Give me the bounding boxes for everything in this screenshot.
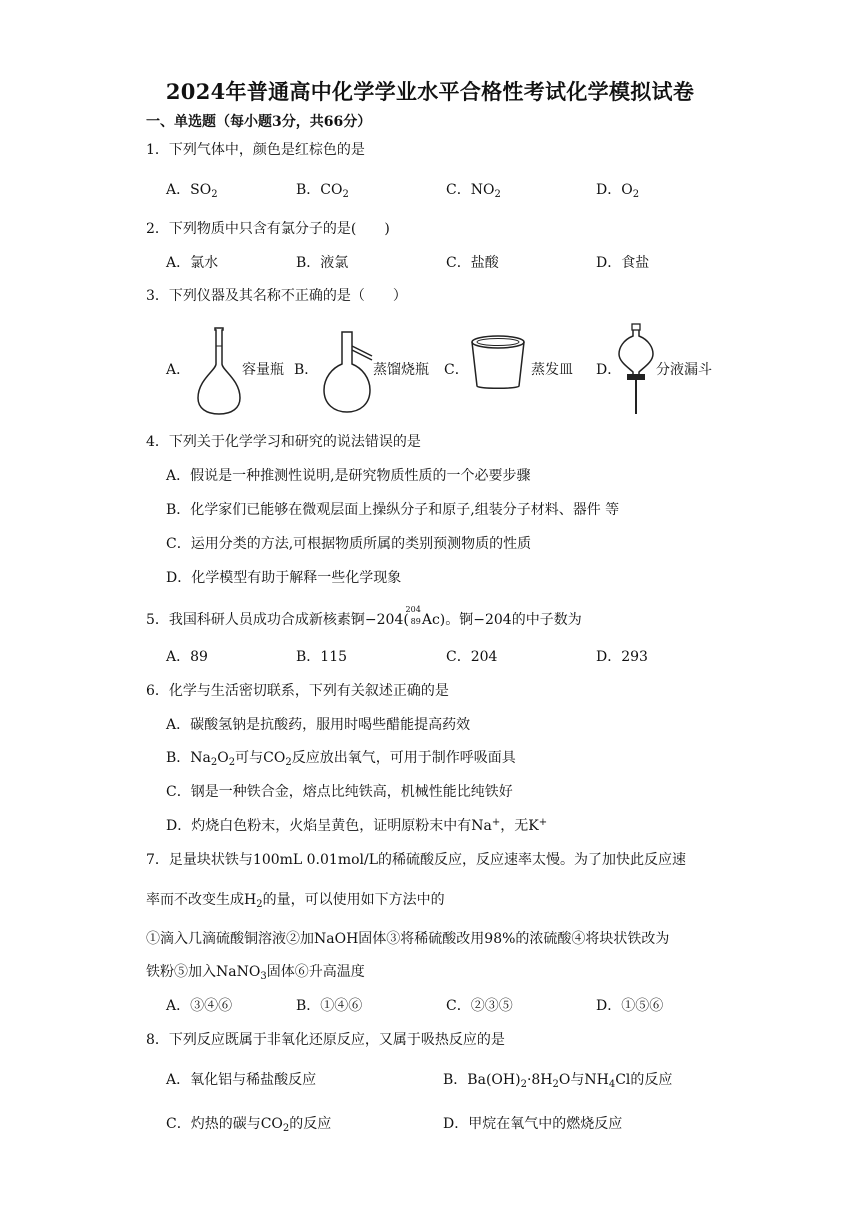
volumetric-flask-icon xyxy=(196,324,242,416)
q4-option-b: B．化学家们已能够在微观层面上操纵分子和原子,组装分子材料、器件 等 xyxy=(166,502,620,518)
q3-name-c: 蒸发皿 xyxy=(531,362,573,378)
q5-option-d: D．293 xyxy=(596,649,648,665)
q8-option-b: B．$Ba(OH)_2\cdot 8H_2O$与$NH_4Cl$的反应 xyxy=(443,1072,673,1090)
q3-option-a: A． xyxy=(166,362,191,378)
section-heading: 一、单选题（每小题3分，共66分） xyxy=(146,114,372,130)
q7-option-d: D．①⑤⑥ xyxy=(596,998,664,1014)
q8-option-c: C．灼热的碳与$CO_2$的反应 xyxy=(166,1116,332,1134)
q6-option-d: D．灼烧白色粉末，火焰呈黄色，证明原粉末中有Na+，无K+ xyxy=(166,817,548,834)
q6-option-b: B．$Na_2O_2$可与$CO_2$反应放出氧气，可用于制作呼吸面具 xyxy=(166,750,516,768)
q8-option-d: D．甲烷在氧气中的燃烧反应 xyxy=(443,1116,623,1132)
q4-option-c: C．运用分类的方法,可根据物质所属的类别预测物质的性质 xyxy=(166,536,532,552)
q1-option-c: C．$NO_2$ xyxy=(446,182,501,200)
q3-option-d: D． xyxy=(596,362,622,378)
q4-stem: 4．下列关于化学学习和研究的说法错误的是 xyxy=(146,434,421,450)
q2-option-b: B．液氯 xyxy=(296,255,349,271)
q8-option-a: A．氧化铝与稀盐酸反应 xyxy=(166,1072,317,1088)
q7-option-c: C．②③⑤ xyxy=(446,998,513,1014)
q5-option-c: C．204 xyxy=(446,649,498,665)
q5-stem: 5．我国科研人员成功合成新核素锕−204( 204 89 Ac)。锕−204的中子数为 xyxy=(146,605,582,628)
q3-name-b: 蒸馏烧瓶 xyxy=(373,362,429,378)
q3-option-b: B． xyxy=(294,362,319,378)
q3-name-a: 容量瓶 xyxy=(242,362,284,378)
q1-option-b: B．$CO_2$ xyxy=(296,182,349,200)
q7-line-1: 7．足量块状铁与100mL 0.01mol/L的稀硫酸反应，反应速率太慢。为了加快此反应速 xyxy=(146,852,687,868)
q7-line-3: ①滴入几滴硫酸铜溶液②加NaOH固体③将稀硫酸改用98%的浓硫酸④将块状铁改为 xyxy=(146,931,670,947)
q2-stem: 2．下列物质中只含有氯分子的是( ) xyxy=(146,221,390,237)
q5-option-a: A．89 xyxy=(166,649,208,665)
distillation-flask-icon xyxy=(318,330,376,414)
q7-option-a: A．③④⑥ xyxy=(166,998,233,1014)
q2-option-a: A．氯水 xyxy=(166,255,219,271)
q3-option-c: C． xyxy=(444,362,469,378)
q3-name-d: 分液漏斗 xyxy=(656,362,712,378)
q2-option-d: D．食盐 xyxy=(596,255,650,271)
q7-line-4: 铁粉⑤加入NaNO$_3$固体⑥升高温度 xyxy=(146,964,365,982)
evaporating-dish-icon xyxy=(470,334,526,392)
separatory-funnel-icon xyxy=(617,322,657,416)
q4-option-a: A．假说是一种推测性说明,是研究物质性质的一个必要步骤 xyxy=(166,468,531,484)
q7-line-2: 率而不改变生成$H_2$的量，可以使用如下方法中的 xyxy=(146,892,445,910)
q1-stem: 1．下列气体中，颜色是红棕色的是 xyxy=(146,142,365,158)
q6-stem: 6．化学与生活密切联系，下列有关叙述正确的是 xyxy=(146,683,449,699)
q5-option-b: B．115 xyxy=(296,649,348,665)
q7-option-b: B．①④⑥ xyxy=(296,998,363,1014)
q8-stem: 8．下列反应既属于非氧化还原反应，又属于吸热反应的是 xyxy=(146,1032,505,1048)
exam-title: 2024年普通高中化学学业水平合格性考试化学模拟试卷 xyxy=(165,79,695,104)
q1-option-a: A．$SO_2$ xyxy=(166,182,218,200)
q2-option-c: C．盐酸 xyxy=(446,255,499,271)
q3-stem: 3．下列仪器及其名称不正确的是（ ） xyxy=(146,288,407,304)
q6-option-a: A．碳酸氢钠是抗酸药，服用时喝些醋能提高药效 xyxy=(166,717,471,733)
q6-option-c: C．钢是一种铁合金，熔点比纯铁高，机械性能比纯铁好 xyxy=(166,784,513,800)
q1-option-d: D．$O_2$ xyxy=(596,182,640,200)
q4-option-d: D．化学模型有助于解释一些化学现象 xyxy=(166,570,402,586)
